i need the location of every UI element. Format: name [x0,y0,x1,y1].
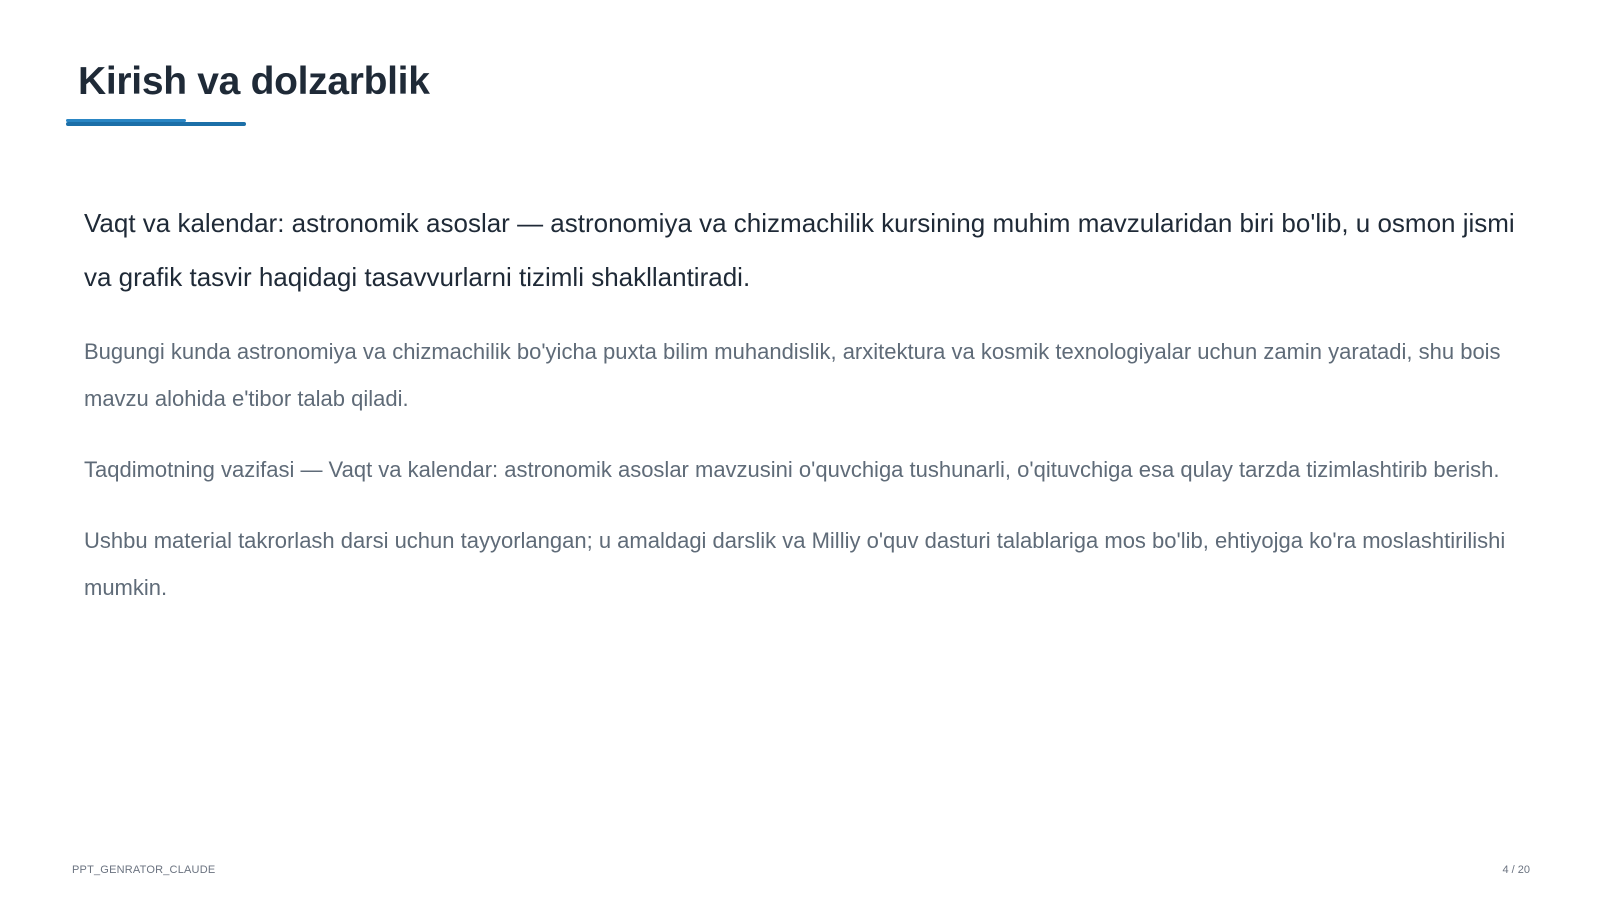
lead-paragraph: Vaqt va kalendar: astronomik asoslar — astronomiya va chizmachilik kursining muhim mavzularidan biri bo'lib, u osmon jismi va grafik tasvir haqidagi tasavvurlarni tizimli shakllantiradi. [84,208,1515,292]
title-underline-accent [66,119,186,122]
body-paragraph-3: Ushbu material takrorlash darsi uchun tayyorlangan; u amaldagi darslik va Milliy o'quv dasturi talablariga mos bo'lib, ehtiyojga ko'ra moslashtirilishi mumkin. [84,528,1506,600]
body-paragraph-1: Bugungi kunda astronomiya va chizmachilik bo'yicha puxta bilim muhandislik, arxitektura va kosmik texnologiyalar uchun zamin yaratadi, shu bois mavzu alohida e'tibor talab qiladi. [84,339,1501,411]
title-underline [66,122,246,126]
page-number: 4 / 20 [1502,864,1530,876]
footer-brand: PPT_GENRATOR_CLAUDE [72,864,216,876]
slide-content [84,196,1524,635]
slide-title: Kirish va dolzarblik [78,60,430,103]
body-paragraph-2: Taqdimotning vazifasi — Vaqt va kalendar: astronomik asoslar mavzusini o'quvchiga tushunarli, o'qituvchiga esa qulay tarzda tizimlashtirib berish. [84,457,1500,482]
